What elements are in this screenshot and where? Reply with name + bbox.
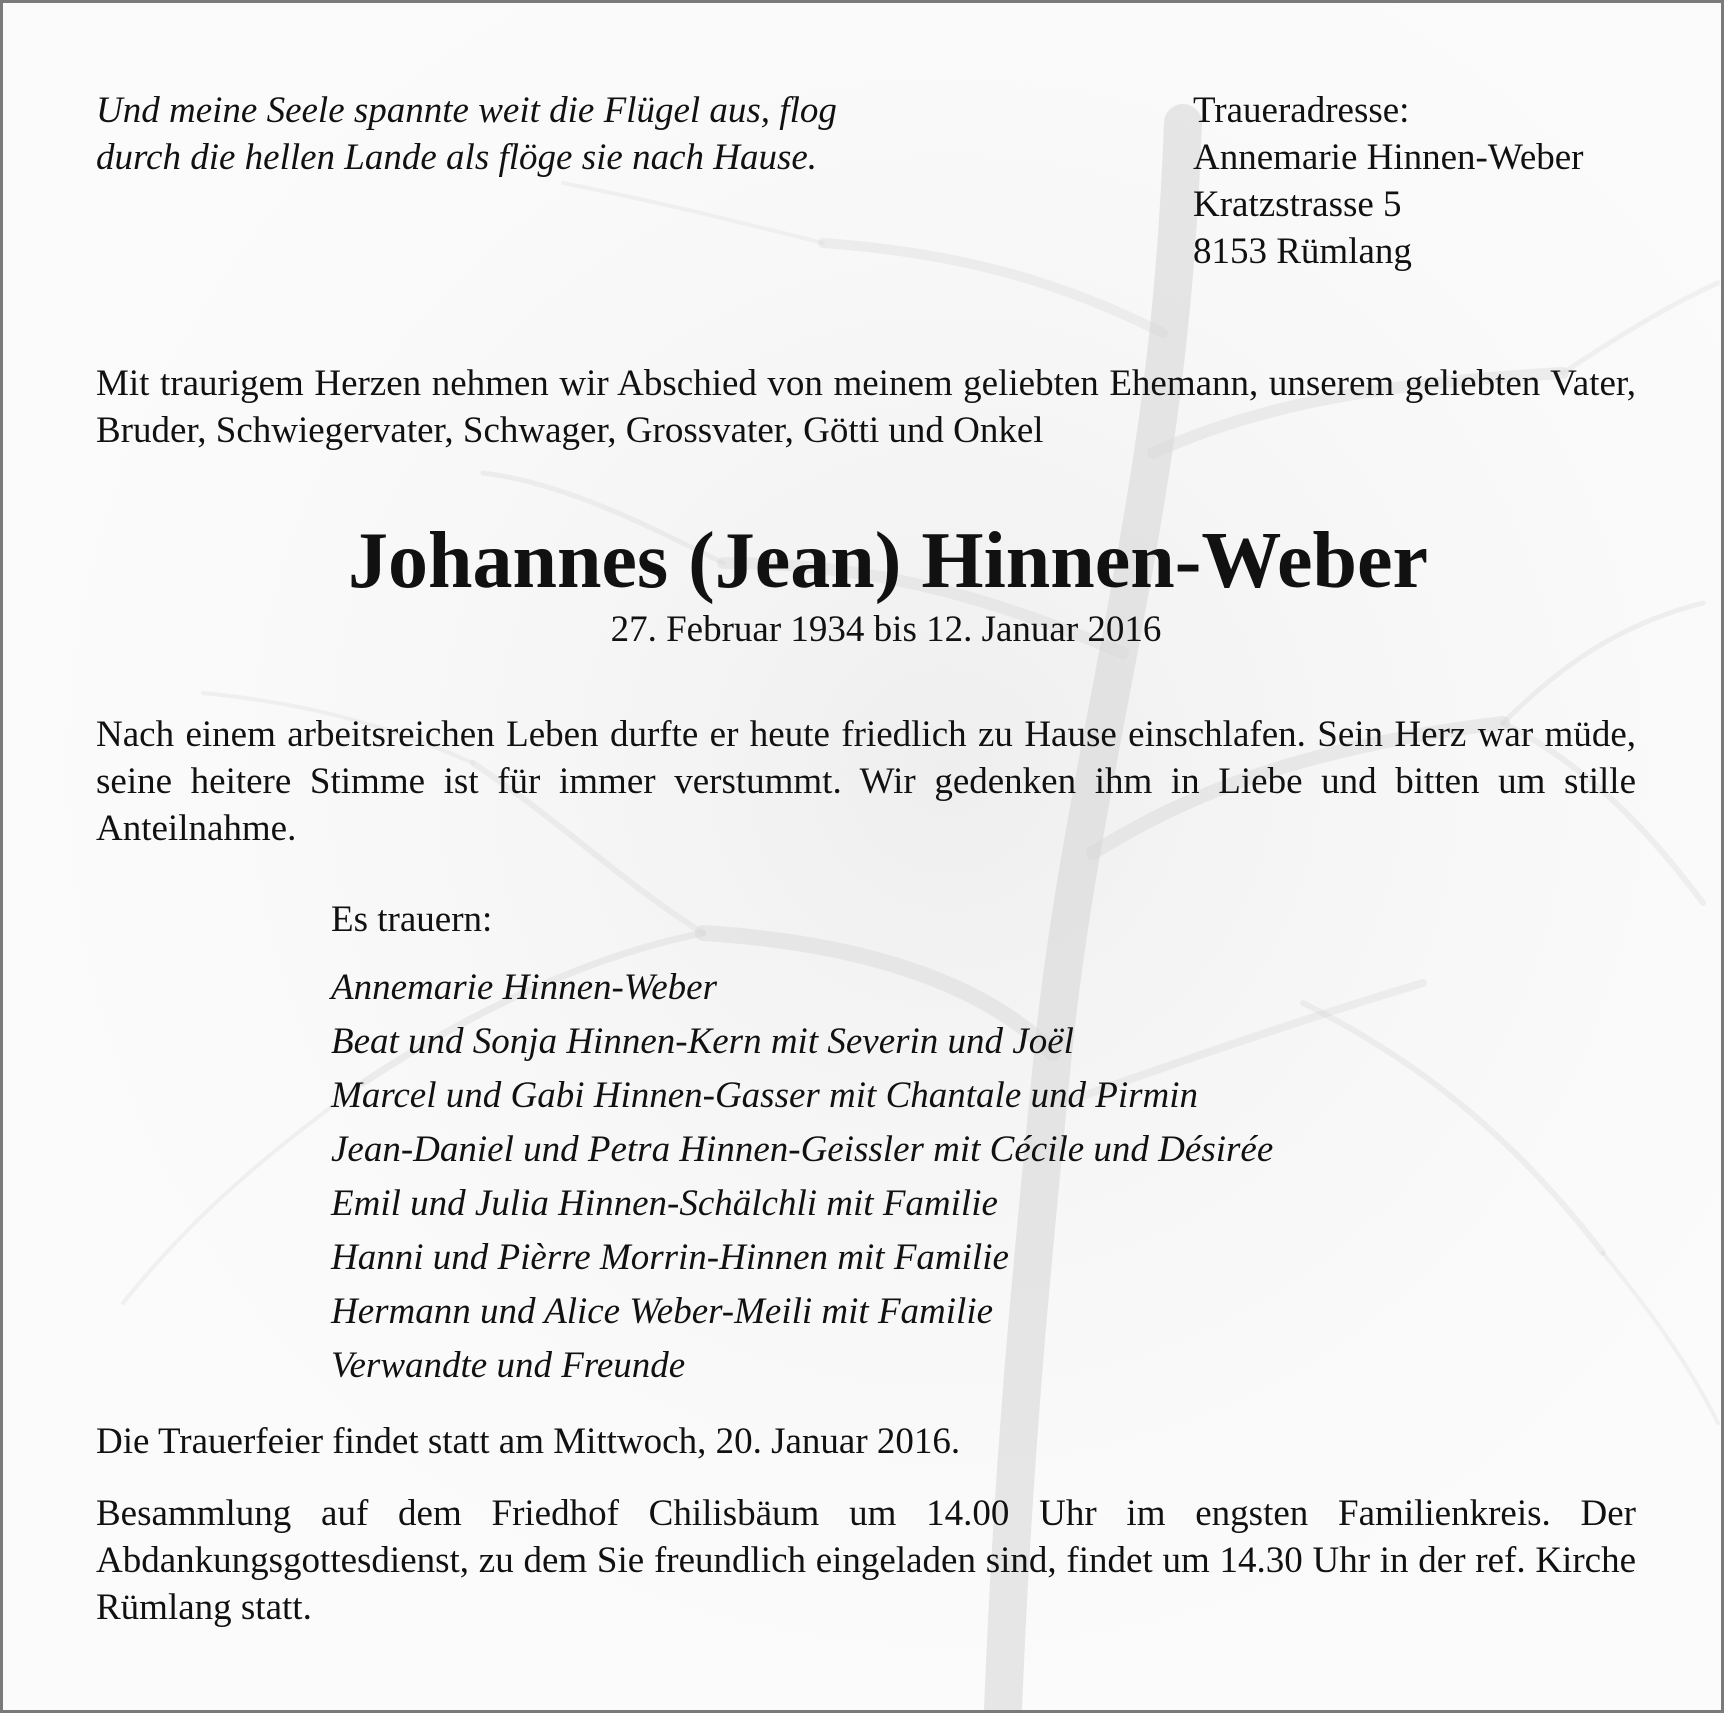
obituary-content bbox=[3, 3, 1721, 1710]
mourner-item: Jean-Daniel und Petra Hinnen-Geissler mit Cécile und Désirée bbox=[331, 1129, 1274, 1170]
mourners-list bbox=[331, 961, 1273, 1393]
ceremony-notice: Die Trauerfeier findet statt am Mittwoch, 20. Januar 2016. bbox=[96, 1421, 961, 1462]
mourner-item: Hanni und Pièrre Morrin-Hinnen mit Familie bbox=[331, 1237, 1009, 1278]
mourner-item: Verwandte und Freunde bbox=[331, 1345, 686, 1386]
assembly-notice: Besammlung auf dem Friedhof Chilisbäum um 14.00 Uhr im engsten Familienkreis. Der Abdankungsgottesdienst, zu dem Sie freundlich eingeladen sind, findet um 14.30 Uhr in der ref. Kirche Rümlang statt. bbox=[96, 1493, 1636, 1628]
poem-line: durch die hellen Lande als flöge sie nach Hause. bbox=[96, 137, 818, 178]
poem-line: Und meine Seele spannte weit die Flügel aus, flog bbox=[96, 90, 837, 131]
poem-verse bbox=[96, 87, 1096, 181]
address-name: Annemarie Hinnen-Weber bbox=[1193, 137, 1584, 178]
address-city: 8153 Rümlang bbox=[1193, 231, 1412, 272]
mourner-item: Annemarie Hinnen-Weber bbox=[331, 967, 718, 1008]
life-dates: 27. Februar 1934 bis 12. Januar 2016 bbox=[610, 609, 1162, 650]
address-label: Traueradresse: bbox=[1193, 90, 1410, 131]
mourner-item: Marcel und Gabi Hinnen-Gasser mit Chantale und Pirmin bbox=[331, 1075, 1199, 1116]
mourners-label: Es trauern: bbox=[331, 899, 493, 940]
message-paragraph: Nach einem arbeitsreichen Leben durfte er heute friedlich zu Hause einschlafen. Sein Herz war müde, seine heitere Stimme ist für immer verstummt. Wir gedenken ihm in Liebe und bitten um stille Anteilnahme. bbox=[96, 714, 1636, 849]
intro-paragraph: Mit traurigem Herzen nehmen wir Abschied von meinem geliebten Ehemann, unserem geliebten Vater, Bruder, Schwiegervater, Schwager, Grossvater, Götti und Onkel bbox=[96, 363, 1636, 451]
mourning-address bbox=[1193, 87, 1673, 275]
mourner-item: Beat und Sonja Hinnen-Kern mit Severin und Joël bbox=[331, 1021, 1074, 1062]
mourner-item: Emil und Julia Hinnen-Schälchli mit Familie bbox=[331, 1183, 998, 1224]
mourner-item: Hermann und Alice Weber-Meili mit Familie bbox=[331, 1291, 994, 1332]
address-street: Kratzstrasse 5 bbox=[1193, 184, 1402, 225]
deceased-name: Johannes (Jean) Hinnen-Weber bbox=[347, 517, 1429, 605]
